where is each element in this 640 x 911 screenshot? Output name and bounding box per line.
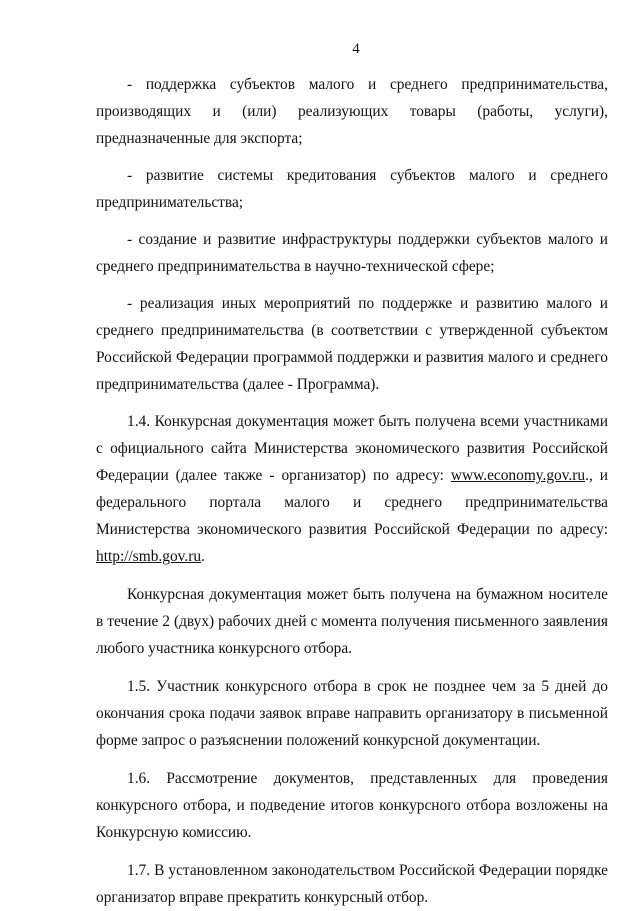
bullet-export-support: - поддержка субъектов малого и среднего предпринимательства, производящих и (или) реализующих товары (работы, услуги), предназначенные для экспорта; [96,76,608,147]
bullet-credit-system: - развитие системы кредитования субъектов малого и среднего предпринимательства; [96,167,608,211]
bullet-infrastructure: - создание и развитие инфраструктуры поддержки субъектов малого и среднего предпринимательства в научно-технической сфере; [96,231,608,275]
economy-gov-link[interactable]: www.economy.gov.ru [450,467,586,484]
paragraph-1-7: 1.7. В установленном законодательством Российской Федерации порядке организатор вправе прекратить конкурсный отбор. [96,862,608,906]
paragraph-1-4-text-a: 1.4. Конкурсная документация может быть получена всеми участниками с официального сайта Министерства экономического развития Российской Федерации (далее также - организатор) по адресу: [96,413,608,484]
paragraph-1-4-text-b: ., и федерального портала малого и среднего предпринимательства Министерства экономического развития Российской Федерации по адресу: [96,467,609,538]
paragraph-paper-copy: Конкурсная документация может быть получена на бумажном носителе в течение 2 (двух) рабочих дней с момента получения письменного заявления любого участника конкурсного отбора. [96,586,608,657]
page-number: 4 [352,41,360,57]
paragraph-1-4-text-c: . [201,548,205,565]
paragraph-1-5: 1.5. Участник конкурсного отбора в срок не позднее чем за 5 дней до окончания срока подачи заявок вправе направить организатору в письменной форме запрос о разъяснении положений конкурсной документации. [96,678,608,749]
paragraph-1-6: 1.6. Рассмотрение документов, представленных для проведения конкурсного отбора, и подведение итогов конкурсного отбора возложены на Конкурсную комиссию. [96,770,608,841]
smb-gov-link[interactable]: http://smb.gov.ru [96,548,202,565]
paragraph-1-4 [96,408,608,570]
bullet-other-measures: - реализация иных мероприятий по поддержке и развитию малого и среднего предпринимательства (в соответствии с утвержденной субъектом Российской Федерации программой поддержки и развития малого и среднего предпринимательства (далее - Программа). [96,295,608,393]
